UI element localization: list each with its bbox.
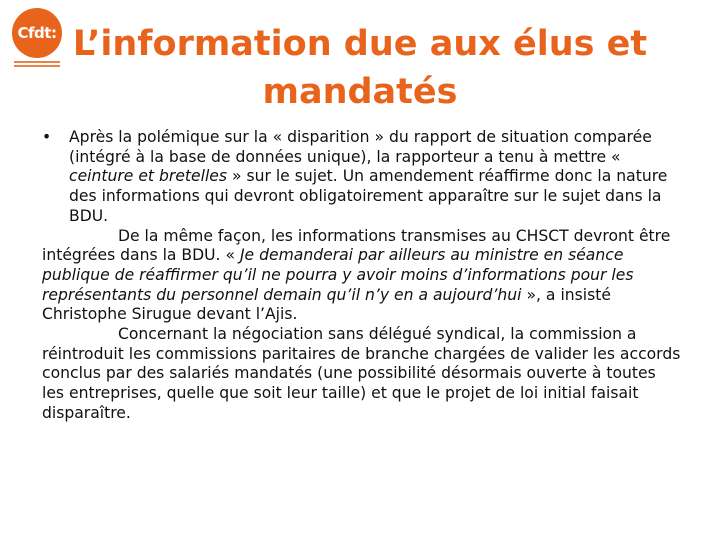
bullet-item xyxy=(42,128,682,227)
paragraph-negociation: Concernant la négociation sans délégué syndical, la commission a réintroduit les commissions paritaires de branche chargées de valider les accords conclus par des salariés mandatés (une possibilité désormais ouverte à toutes les entreprises, quelle que soit leur taille) et que le projet de loi initial faisait disparaître. xyxy=(42,325,681,422)
slide-body xyxy=(42,128,682,424)
logo-text: Cfdt: xyxy=(17,24,57,42)
bullet-text: Après la polémique sur la « disparition » du rapport de situation comparée (intégré à la base de données unique), la rapporteur a tenu à mettre « xyxy=(69,128,652,166)
bullet-text-end: » sur le sujet. Un amendement réaffirme donc la nature des informations qui devront obligatoirement apparaître sur le sujet dans la BDU. xyxy=(69,167,668,225)
quote-text: Je demanderai par ailleurs au ministre en séance publique de réaffirmer qu’il ne pourra y avoir moins d’informations pour les représentants du personnel demain qu’il n’y en a aujourd’hui xyxy=(42,246,634,304)
paragraph-bdu-chsct xyxy=(42,227,682,326)
paragraph-text: De la même façon, les informations transmises au CHSCT devront être intégrées dans la BDU. « xyxy=(42,226,671,265)
paragraph-text-end: », a insisté Christophe Sirugue devant l’Ajis. xyxy=(42,285,611,324)
slide-title: L’information due aux élus et mandatés xyxy=(72,24,648,112)
bullet-italic-text: ceinture et bretelles xyxy=(69,167,228,186)
bullet-marker: • xyxy=(42,128,52,146)
